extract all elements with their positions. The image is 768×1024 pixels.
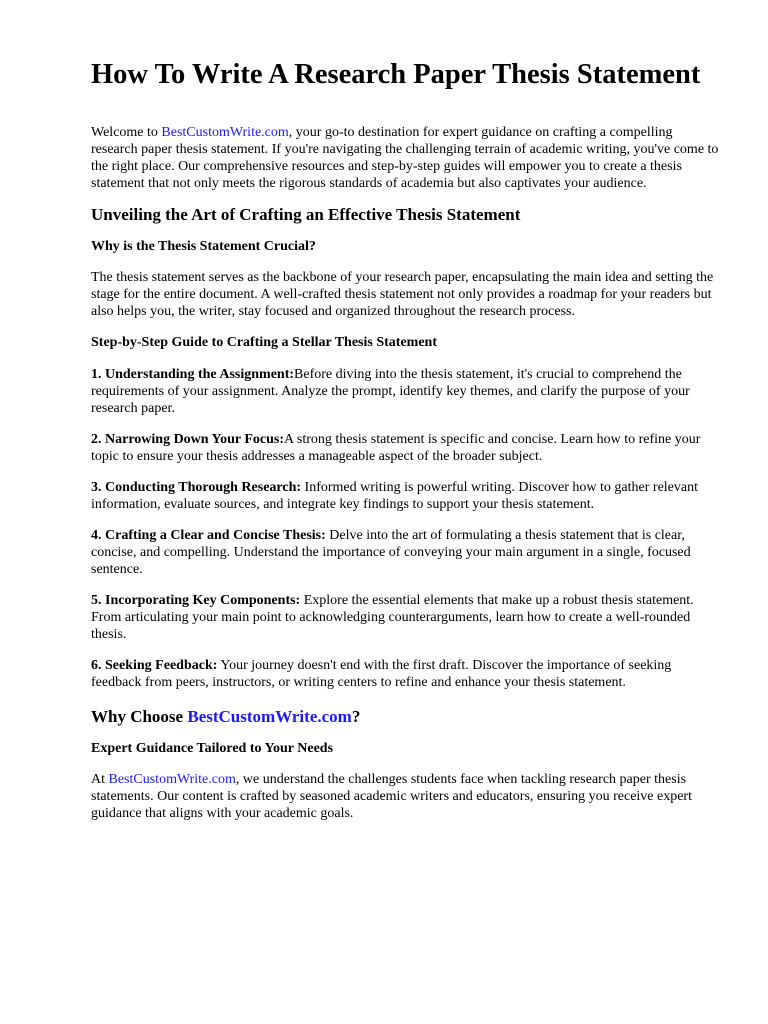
why-crucial-paragraph: The thesis statement serves as the backbone of your research paper, encapsulating the main idea and setting the stage for the entire document. A well-crafted thesis statement not only provides a roadmap for your readers but also helps you, the writer, stay focused and organized throughout the research process. — [91, 270, 714, 319]
step-title: 5. Incorporating Key Components: — [91, 593, 301, 608]
step-text: Delve into the art of formulating a thesis statement that is clear, concise, and compelling. Understand the importance of conveying your main argument in a single, focused sentence. — [91, 528, 691, 577]
step-item — [91, 431, 721, 465]
intro-prefix: Welcome to — [91, 125, 162, 140]
expert-site-link[interactable]: BestCustomWrite.com — [108, 772, 236, 787]
step-text: A strong thesis statement is specific and concise. Learn how to refine your topic to ensure your thesis addresses a manageable aspect of the broader subject. — [91, 432, 701, 464]
step-title: 2. Narrowing Down Your Focus: — [91, 432, 285, 447]
step-item — [91, 527, 721, 578]
why-choose-suffix: ? — [351, 707, 361, 726]
step-item — [91, 366, 721, 417]
why-choose-site-link[interactable]: BestCustomWrite.com — [187, 707, 352, 726]
document-page — [91, 58, 721, 822]
step-item — [91, 592, 721, 643]
intro-rest: , your go-to destination for expert guidance on crafting a compelling research paper thesis statement. If you're navigating the challenging terrain of academic writing, you've come to the right place. Our comprehensive resources and step-by-step guides will empower you to create a thesis statement that not only meets the rigorous standards of academia but also captivates your audience. — [91, 125, 719, 191]
section-heading-art: Unveiling the Art of Crafting an Effective Thesis Statement — [91, 205, 521, 224]
section-heading-why-choose — [91, 707, 721, 727]
step-text: Before diving into the thesis statement, it's crucial to comprehend the requirements of your assignment. Analyze the prompt, identify key themes, and clarify the purpose of your research paper. — [91, 367, 690, 416]
subheading-expert-guidance: Expert Guidance Tailored to Your Needs — [91, 741, 334, 756]
step-title: 1. Understanding the Assignment: — [91, 367, 295, 382]
step-title: 6. Seeking Feedback: — [91, 658, 218, 673]
step-item — [91, 657, 721, 691]
expert-prefix: At — [91, 772, 109, 787]
subheading-why-crucial: Why is the Thesis Statement Crucial? — [91, 239, 316, 254]
step-title: 4. Crafting a Clear and Concise Thesis: — [91, 528, 326, 543]
step-text: Informed writing is powerful writing. Discover how to gather relevant information, evaluate sources, and integrate key findings to support your thesis statement. — [91, 480, 698, 512]
step-title: 3. Conducting Thorough Research: — [91, 480, 302, 495]
intro-paragraph — [91, 124, 721, 192]
expert-paragraph — [91, 771, 721, 822]
step-text: Your journey doesn't end with the first draft. Discover the importance of seeking feedback from peers, instructors, or writing centers to refine and enhance your thesis statement. — [91, 658, 672, 690]
step-text: Explore the essential elements that make up a robust thesis statement. From articulating your main point to acknowledging counterarguments, learn how to create a well-rounded thesis. — [91, 593, 694, 642]
intro-site-link[interactable]: BestCustomWrite.com — [161, 125, 289, 140]
expert-rest: , we understand the challenges students face when tackling research paper thesis statements. Our content is crafted by seasoned academic writers and educators, ensuring you receive expert guidance that aligns with your academic goals. — [91, 772, 692, 821]
subheading-step-guide: Step-by-Step Guide to Crafting a Stellar Thesis Statement — [91, 335, 437, 350]
why-choose-prefix: Why Choose — [91, 707, 188, 726]
step-item — [91, 479, 721, 513]
page-title: How To Write A Research Paper Thesis Statement — [91, 59, 701, 90]
